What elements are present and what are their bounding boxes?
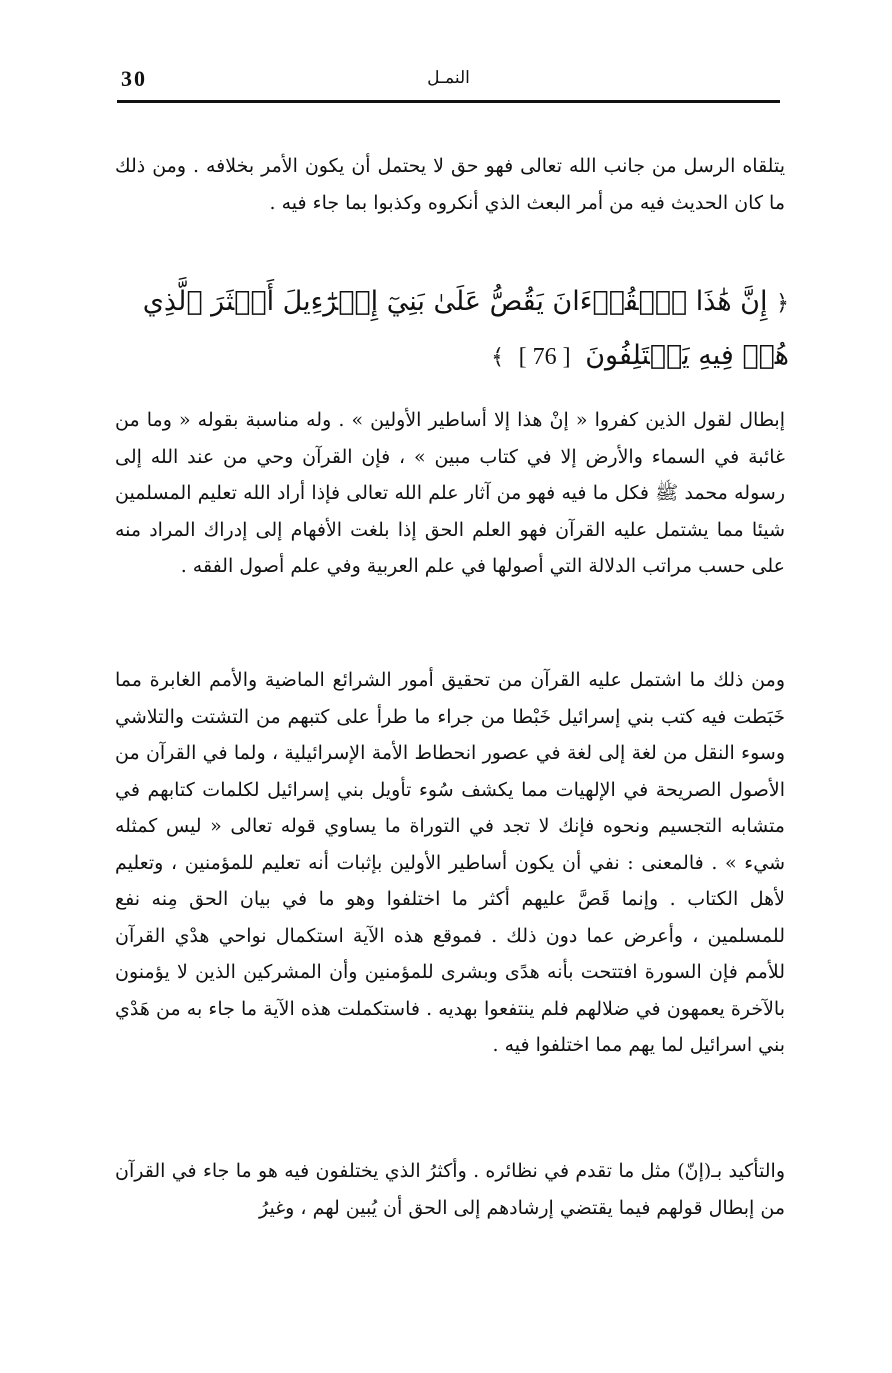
commentary-paragraph	[115, 402, 785, 585]
header-divider	[117, 100, 780, 103]
commentary-paragraph	[115, 1153, 785, 1226]
commentary-paragraph	[115, 662, 785, 1064]
paragraph-text: والتأكيد بـ(إنّ) مثل ما تقدم في نظائره . وأكثرُ الذي يختلفون فيه هو ما جاء في القرآن من إبطال قولهم فيما يقتضي إرشادهم إلى الحق أن يُبين لهم ، وغيرُ	[115, 1160, 785, 1219]
quran-verse	[105, 276, 789, 384]
verse-open-bracket: ﴿	[776, 291, 789, 316]
verse-text: إِنَّ هَٰذَا ٱلۡقُرۡءَانَ يَقُصُّ عَلَىٰ بَنِيٓ إِسۡرَٰٓءِيلَ أَكۡثَرَ ٱلَّذِي هُمۡ فِيهِ يَخۡتَلِفُونَ	[142, 286, 789, 371]
paragraph-text: ومن ذلك ما اشتمل عليه القرآن من تحقيق أمور الشرائع الماضية والأمم الغابرة مما خَبَطت فيه كتب بني إسرائيل خَبْطا من جراء ما طرأ على كتبهم من التشتت والتلاشي وسوء النقل من لغة إلى لغة في عصور انحطاط الأمة الإسرائيلية ، ولما في القرآن من الأصول الصريحة في الإلهيات مما يكشف سُوء تأويل بني إسرائيل لكلمات كتابهم في متشابه التجسيم ونحوه فإنك لا تجد في التوراة ما يساوي قوله تعالى « ليس كمثله شيء » . فالمعنى : نفي أن يكون أساطير الأولين بإثبات أنه تعليم للمؤمنين ، وتعليم لأهل الكتاب . وإنما قَصَّ عليهم أكثر ما اختلفوا وهو ما في بيان الحق مِنه نفع للمسلمين ، وأعرض عما دون ذلك . فموقع هذه الآية استكمال نواحي هدْي القرآن للأمم فإن السورة افتتحت بأنه هدًى وبشرى للمؤمنين وأن المشركين الذين لا يؤمنون بالآخرة يعمهون في ضلالهم فلم ينتفعوا بهديه . فاستكملت هذه الآية ما جاء به من هَدْي بني اسرائيل لما يهم مما اختلفوا فيه .	[115, 669, 785, 1056]
page-number: 30	[121, 66, 147, 91]
running-title: النمـل	[427, 68, 470, 88]
verse-close-bracket: ﴾	[491, 345, 505, 370]
verse-number: [ 76 ]	[518, 344, 571, 370]
paragraph-text: يتلقاه الرسل من جانب الله تعالى فهو حق لا يحتمل أن يكون الأمر بخلافه . ومن ذلك ما كان الحديث فيه من أمر البعث الذي أنكروه وكذبوا بما جاء فيه .	[115, 155, 785, 214]
page-header	[117, 60, 780, 98]
paragraph-text: إبطال لقول الذين كفروا « إنْ هذا إلا أساطير الأولين » . وله مناسبة بقوله « وما من غائبة في السماء والأرض إلا في كتاب مبين » ، فإن القرآن وحي من عند الله إلى رسوله محمد ﷺ فكل ما فيه فهو من آثار علم الله تعالى فإذا أراد الله تعليم المسلمين شيئا مما يشتمل عليه القرآن فهو العلم الحق إذا بلغت الأفهام إلى إدراك المراد منه على حسب مراتب الدلالة التي أصولها في علم العربية وفي علم أصول الفقه .	[115, 409, 785, 577]
paragraph-continuation	[115, 148, 785, 221]
